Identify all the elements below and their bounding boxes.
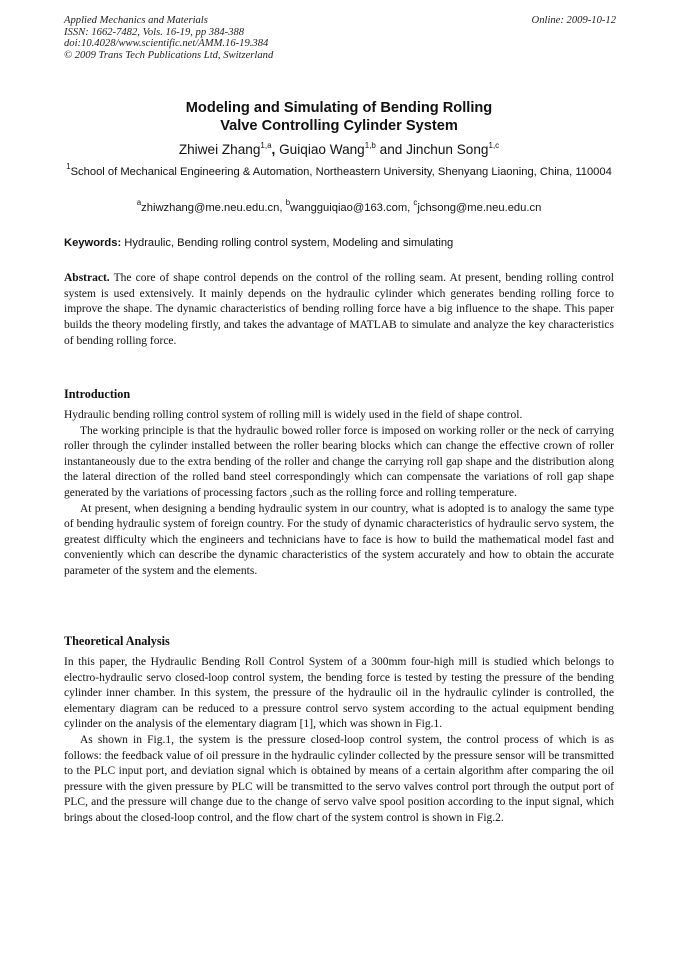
keywords-label: Keywords: <box>64 237 122 249</box>
introduction-body <box>64 408 614 580</box>
author-affil-sup: 1,c <box>488 141 500 150</box>
author-separator: , <box>271 142 280 157</box>
abstract-text: The core of shape control depends on the control of the rolling seam. At present, bending rolling control system is used extensively. It mainly depends on the hydraulic cylinder which generates bending rolling force to improve the shape. The dynamic characteristics of bending rolling force have a big influence to the shape. This paper builds the theory modeling firstly, and takes the advantage of MATLAB to simulate and analyze the key characteristics of bending rolling force. <box>64 272 614 347</box>
affiliation-text: School of Mechanical Engineering & Automation, Northeastern University, Shenyang Liaoning, China, 110004 <box>70 166 612 178</box>
paragraph: The working principle is that the hydraulic bowed roller force is imposed on working roller or the neck of carrying roller through the cylinder installed between the roller bearing blocks which can change the effective crown of roller instantaneously due to the extra bending of the roller and change the carrying roll gap shape and the distribution along the lateral direction of the rolled band steel correspondingly which can compensate the variations of roll gap shape generated by the variations of processing factors ,such as the rolling force and rolling temperature. <box>64 424 614 499</box>
journal-issn: ISSN: 1662-7482, Vols. 16-19, pp 384-388 <box>64 26 245 38</box>
affiliation <box>64 162 614 180</box>
author-name: Guiqiao Wang <box>279 142 365 157</box>
email-sup: b <box>285 198 291 207</box>
email-link[interactable]: jchsong@me.neu.edu.cn <box>417 202 542 214</box>
section-heading-theoretical-analysis: Theoretical Analysis <box>64 634 170 648</box>
title-line-1: Modeling and Simulating of Bending Rolling <box>185 100 493 116</box>
journal-copyright: © 2009 Trans Tech Publications Ltd, Switzerland <box>64 49 274 61</box>
email-sup: c <box>413 198 418 207</box>
affiliation-sup: 1 <box>66 162 71 171</box>
theory-body <box>64 655 614 827</box>
journal-name: Applied Mechanics and Materials <box>64 15 208 26</box>
online-date: Online: 2009-10-12 <box>531 15 616 26</box>
paragraph: At present, when designing a bending hydraulic system in our country, what is adopted is to analogy the same type of bending hydraulic system of foreign country. For the study of dynamic characteristics of hydraulic servo system, the greatest difficulty which the engineers and technicians have to face is how to build the mathematical model fast and conveniently which can describe the dynamic characteristics of the system accurately and how to obtain the accurate parameter of the system and the elements. <box>64 502 614 577</box>
email-link[interactable]: zhiwzhang@me.neu.edu.cn <box>141 202 280 214</box>
section-heading-introduction: Introduction <box>64 387 131 401</box>
keywords-text: Hydraulic, Bending rolling control system, Modeling and simulating <box>121 237 454 249</box>
author-affil-sup: 1,b <box>364 141 376 150</box>
email-list: $^a$zhiwzhang@me.neu.edu.cn, $^b$wangguiqiao@163.com, $^c$jchsong@me.neu.edu.cn <box>136 198 542 214</box>
journal-header <box>64 15 273 61</box>
author-name: Jinchun Song <box>406 142 489 157</box>
abstract <box>64 271 614 350</box>
paragraph: As shown in Fig.1, the system is the pressure closed-loop control system, the control process of which is as follows: the feedback value of oil pressure in the hydraulic cylinder collected by the pressure sensor will be transmitted to the PLC input port, and deviation signal which is obtained by means of a certain algorithm after comparing the oil pressure with the given pressure by PLC will be transmitted to the servo valves control port through the output port of PLC, and the pressure will change due to the change of servo valve spool position according to the input signal, which brings about the closed-loop control, and the flow chart of the system control is shown in Fig.2. <box>64 733 614 824</box>
paragraph: In this paper, the Hydraulic Bending Roll Control System of a 300mm four-high mill is studied which belongs to electro-hydraulic servo closed-loop control system, the bending force is tested by testing the pressure of the bending cylinder inner chamber. In this system, the pressure of the hydraulic oil in the hydraulic cylinder is controlled, the elementary diagram can be reduced to a pressure control servo system according to the actual equipment bending cylinder on the analysis of the elementary diagram [1], which was shown in Fig.1. <box>64 656 614 731</box>
paper-title <box>64 99 614 135</box>
author-name: Zhiwei Zhang <box>178 142 261 157</box>
author-separator: and <box>375 142 407 157</box>
author-list <box>64 141 614 159</box>
journal-doi: doi:10.4028/www.scientific.net/AMM.16-19.384 <box>64 38 269 50</box>
title-line-2: Valve Controlling Cylinder System <box>220 118 458 134</box>
paragraph: Hydraulic bending rolling control system of rolling mill is widely used in the field of shape control. <box>64 409 523 421</box>
email-sup: a <box>136 198 142 207</box>
author-affil-sup: 1,a <box>260 141 272 150</box>
email-link[interactable]: wangguiqiao@163.com <box>290 202 408 214</box>
keywords <box>64 236 614 251</box>
abstract-label: Abstract. <box>64 272 110 284</box>
